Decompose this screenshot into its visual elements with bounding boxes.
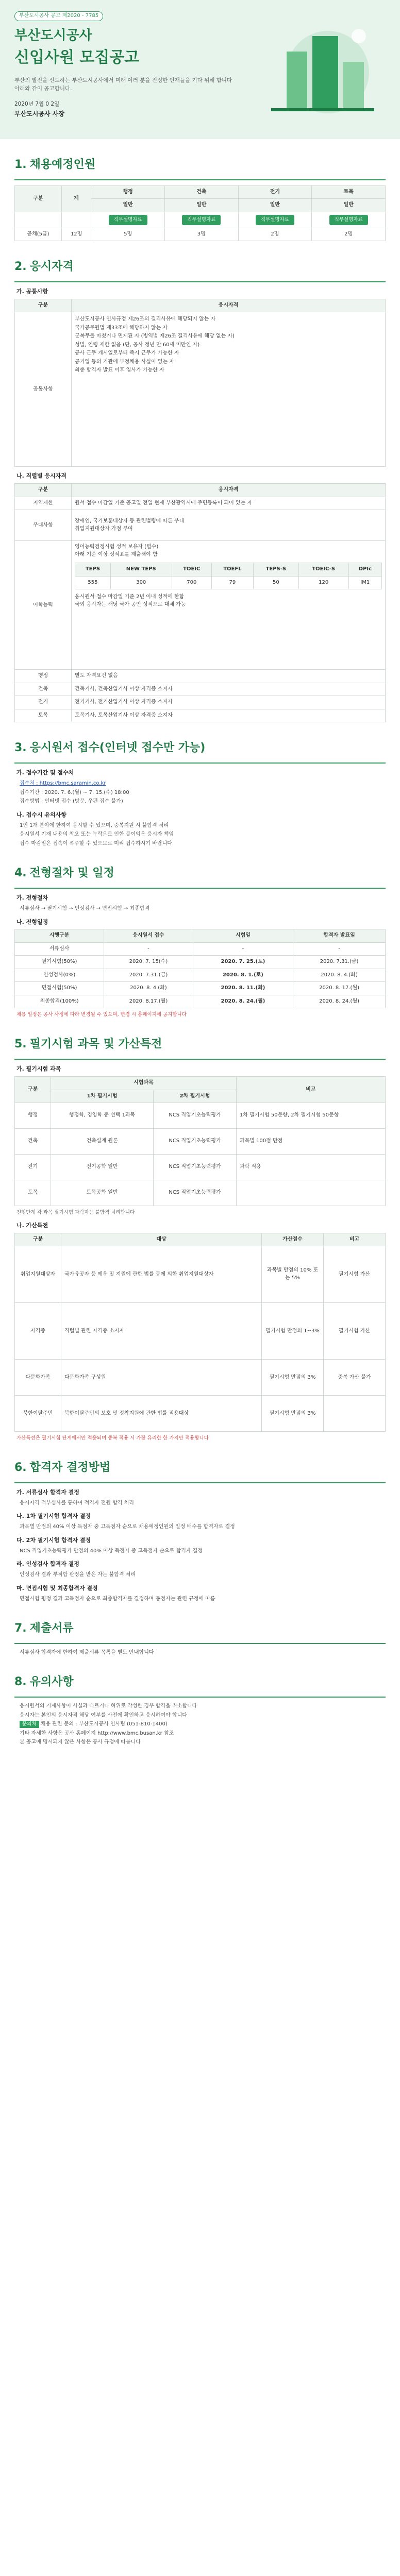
cell-value: 2명: [312, 228, 386, 241]
org-name: 부산도시공사: [14, 27, 92, 43]
list-item: 응시원서 기재 내용의 착오 또는 누락으로 인한 불이익은 응시자 책임: [20, 832, 174, 838]
th: NEW TEPS: [110, 563, 172, 577]
section-application: [0, 740, 400, 848]
section-number: 6.: [14, 1461, 27, 1475]
cell-value: 300: [110, 576, 172, 589]
header-description: 부산의 발전을 선도하는 부산도시공사에서 미래 여러 분을 진정한 인재들을 기다 위해 합니다 아래와 같이 공고합니다.: [14, 77, 232, 92]
th: 구분: [15, 299, 72, 312]
cell-value: 북한이탈주민의 보호 및 정착지원에 관한 법률 적용대상: [61, 1396, 262, 1432]
sub-title: 마. 면접시험 및 최종합격자 결정: [16, 1584, 98, 1591]
cell-value: 2020. 8. 11.(화): [193, 982, 293, 995]
row-label: 토목: [15, 1180, 51, 1206]
sub-title: 가. 필기시험 과목: [16, 1065, 61, 1073]
section-exam: [0, 1036, 400, 1442]
list-item: 아래 기준 이상 성적표를 제출해야 함: [75, 551, 158, 557]
list-item: 부산도시공사 인사규정 제26조의 결격사유에 해당되지 않는 자: [75, 316, 216, 323]
th: 응시원서 접수: [104, 929, 193, 943]
list-item: 접수방법 : 인터넷 접수 (방문, 우편 접수 불가): [20, 799, 123, 805]
list-item: 취업지원대상자 가점 부여: [75, 526, 133, 532]
th: 응시자격: [72, 299, 386, 312]
list-item: 인성검사 결과 부적합 판정을 받은 자는 불합격 처리: [20, 1572, 136, 1578]
job-qual-table: [14, 483, 386, 722]
row-label: 행정: [15, 1103, 51, 1129]
section-notes: [0, 1674, 400, 1746]
section-title: 응시원서 접수(인터넷 접수만 가능): [29, 741, 206, 755]
th: 2차 필기시험: [154, 1090, 237, 1103]
list-item: 응시자는 본인의 응시자격 해당 여부를 사전에 확인하고 응시하여야 합니다: [20, 1712, 187, 1718]
cell-value: 2020. 8. 1.(토): [193, 969, 293, 982]
list-item: 최종 합격자 발표 이후 입사가 가능한 자: [75, 367, 164, 374]
cell-value: 행정학, 경영학 중 선택 1과목: [51, 1103, 154, 1129]
list-item: 1인 1개 분야에 한하여 응시할 수 있으며, 중복지원 시 불합격 처리: [20, 822, 169, 828]
exam-note: 전형단계 각 과목 필기시험 과락자는 불합격 처리합니다: [16, 1210, 135, 1216]
job-desc-button[interactable]: 직무설명자료: [182, 215, 221, 225]
cell-value: 2020. 8. 4.(화): [104, 982, 193, 995]
list-item: 본 공고에 명시되지 않은 사항은 공사 규정에 따릅니다: [20, 1739, 141, 1745]
section-title: 유의사항: [29, 1675, 74, 1689]
cell-value: 필기시험 가산: [324, 1303, 386, 1360]
cell-value: 2명: [238, 228, 312, 241]
sub-title: 라. 인성검사 합격자 결정: [16, 1561, 79, 1568]
job-desc-button[interactable]: 직무설명자료: [329, 215, 368, 225]
th-admin: 행정: [91, 185, 165, 199]
row-label: 지역제한: [15, 497, 72, 510]
th-total: 계: [61, 185, 91, 212]
cell-value: 과락 적용: [236, 1155, 385, 1180]
th: TOEIC: [172, 563, 211, 577]
th: TEPS: [75, 563, 111, 577]
header-illustration-icon: [251, 15, 385, 124]
cell-value: 3명: [164, 228, 238, 241]
section-number: 3.: [14, 741, 27, 755]
section-number: 4.: [14, 867, 27, 880]
th: 가산점수: [262, 1233, 324, 1246]
section-number: 5.: [14, 1038, 27, 1051]
row-label: 북한이탈주민: [15, 1396, 61, 1432]
th: 합격자 발표일: [293, 929, 386, 943]
row-label: 행정: [15, 670, 72, 683]
cell-value: 국가유공자 등 예우 및 지원에 관한 법률 등에 의한 취업지원대상자: [61, 1246, 262, 1303]
cell-value: [236, 1180, 385, 1206]
list-item: 서류심사 합격자에 한하여 제출서류 목록을 별도 안내합니다: [20, 1649, 154, 1655]
row-label: 토목: [15, 709, 72, 722]
list-item: 성별, 연령 제한 없음 (단, 공사 정년 만 60세 미만인 자): [75, 342, 200, 348]
section-recruit-count: [0, 157, 400, 241]
cell-value: 전기공학 일반: [51, 1155, 154, 1180]
cell-text: 건축기사, 건축산업기사 이상 자격증 소지자: [72, 683, 386, 696]
sub-title: 다. 2차 필기시험 합격자 결정: [16, 1536, 91, 1544]
notice-badge: 부산도시공사 공고 제2020 - 7785: [14, 11, 103, 21]
score-table: [75, 563, 382, 589]
common-qual-table: [14, 299, 386, 467]
cell-value: 필기시험 만점의 1~3%: [262, 1303, 324, 1360]
section-qualification: [0, 259, 400, 722]
bonus-note: 가산특전은 필기시험 단계에서만 적용되며 중복 적용 시 가장 유리한 한 가지만 적용합니다: [16, 1435, 209, 1442]
list-item: 접수기간 : 2020. 7. 6.(월) ~ 7. 15.(수) 18:00: [20, 789, 129, 795]
row-label: 인성검사(0%): [15, 969, 104, 982]
th: TEPS-S: [253, 563, 298, 577]
cell-value: 필기시험 만점의 3%: [262, 1396, 324, 1432]
th-sub: 일반: [312, 199, 386, 212]
sub-title: 가. 공통사항: [16, 288, 48, 295]
row-label: 자격증: [15, 1303, 61, 1360]
cell-value: 2020. 8. 24.(월): [193, 995, 293, 1008]
th: TOEIC-S: [298, 563, 348, 577]
row-label: 최종합격(100%): [15, 995, 104, 1008]
th: 응시자격: [72, 484, 386, 497]
row-label: 면접시험(50%): [15, 982, 104, 995]
row-label: 전기: [15, 1155, 51, 1180]
row-label: 건축: [15, 683, 72, 696]
sub-title: 나. 직렬별 응시자격: [16, 472, 66, 480]
list-item: 면접시험 평정 결과 고득점자 순으로 최종합격자를 결정하며 동점자는 관련 규정에 따름: [20, 1596, 215, 1602]
list-item[interactable]: [20, 780, 386, 788]
row-label: 어학능력: [15, 541, 72, 670]
cell-value: 필기시험 가산: [324, 1246, 386, 1303]
cell-value: 50: [253, 576, 298, 589]
th: 구분: [15, 484, 72, 497]
section-title: 필기시험 과목 및 가산특전: [29, 1038, 162, 1051]
section-title: 합격자 결정방법: [29, 1461, 111, 1475]
section-number: 7.: [14, 1622, 27, 1635]
th-sub: 일반: [238, 199, 312, 212]
apply-link[interactable]: 접수처 : https://bmc.saramin.co.kr: [20, 781, 106, 787]
cell-value: 2020. 7.31.(금): [293, 956, 386, 969]
ceo-signature: 부산도시공사 사장: [14, 110, 64, 117]
row-label: 필기시험(50%): [15, 956, 104, 969]
sub-title: 나. 1차 필기시험 합격자 결정: [16, 1513, 91, 1520]
header-banner: [0, 0, 400, 139]
list-item: [20, 1721, 386, 1728]
th: 시험과목: [51, 1077, 237, 1090]
list-item: 응시원서 접수 마감일 기준 2년 이내 성적에 한함: [75, 594, 185, 600]
row-label: 공채(5급): [15, 228, 62, 241]
sub-title: 나. 가산특전: [16, 1222, 48, 1229]
cell-value: 2020. 7. 15(수): [104, 956, 193, 969]
cell-value: 12명: [61, 228, 91, 241]
cell-value: 79: [211, 576, 253, 589]
contact-text: 채용 관련 문의 : 부산도시공사 인사팀 (051-810-1400): [40, 1721, 168, 1727]
cell-value: 2020. 8. 17.(월): [293, 982, 386, 995]
sub-title: 나. 접수시 유의사항: [16, 811, 66, 818]
process-flow: 서류심사 → 필기시험 → 인성검사 → 면접시험 → 최종합격: [20, 906, 150, 912]
list-item: 국외 응시자는 해당 국가 공인 성적으로 대체 가능: [75, 601, 186, 607]
cell-value: -: [104, 942, 193, 956]
cell-value: 다문화가족 구성원: [61, 1360, 262, 1396]
th: 비고: [324, 1233, 386, 1246]
list-item: 응시원서의 기재사항이 사실과 다르거나 허위로 작성한 경우 합격을 취소합니다: [20, 1703, 197, 1709]
section-number: 1.: [14, 158, 27, 171]
schedule-note: 채용 일정은 공사 사정에 따라 변경될 수 있으며, 변경 시 홈페이지에 공지합니다: [16, 1012, 187, 1018]
list-item: 응시자격 적부심사를 통하여 적격자 전원 합격 처리: [20, 1500, 134, 1506]
th: TOEFL: [211, 563, 253, 577]
announce-date: 2020년 7월 0 2일: [14, 101, 60, 108]
row-label: 서류심사: [15, 942, 104, 956]
common-list: [75, 316, 382, 375]
contact-tag: 문의처: [20, 1721, 39, 1728]
cell-value: [324, 1396, 386, 1432]
section-decision: [0, 1460, 400, 1603]
list-item: 기타 자세한 사항은 공사 홈페이지 http://www.bmc.busan.kr 참조: [20, 1730, 174, 1736]
job-desc-button[interactable]: 직무설명자료: [109, 215, 147, 225]
exam-table: [14, 1076, 386, 1206]
row-label: 공통사항: [15, 312, 72, 467]
th: 대상: [61, 1233, 262, 1246]
cell-value: 2020. 7. 25.(토): [193, 956, 293, 969]
cell-value: 2020. 8.17.(월): [104, 995, 193, 1008]
section-title: 채용예정인원: [29, 158, 96, 171]
list-item: 접수 마감일은 접속이 폭주할 수 있으므로 미리 접수하시기 바랍니다: [20, 840, 172, 846]
section-title: 제출서류: [29, 1622, 74, 1635]
th: 1차 필기시험: [51, 1090, 154, 1103]
cell-value: NCS 직업기초능력평가: [154, 1180, 237, 1206]
cell-value: 과목별 만점의 10% 또는 5%: [262, 1246, 324, 1303]
th-sub: 일반: [91, 199, 165, 212]
th-arch: 건축: [164, 185, 238, 199]
section-number: 2.: [14, 260, 27, 274]
row-label: 전기: [15, 696, 72, 709]
cell-value: 2020. 7.31.(금): [104, 969, 193, 982]
cell-text: 원서 접수 마감일 기준 공고일 전일 현재 부산광역시에 주민등록이 되어 있는 자: [72, 497, 386, 510]
cell-value: NCS 직업기초능력평가: [154, 1103, 237, 1129]
cell-text: 별도 자격요건 없음: [72, 670, 386, 683]
list-item: 영어능력검정시험 성적 보유자 (필수): [75, 544, 159, 550]
bonus-table: [14, 1233, 386, 1432]
cell-value: 2020. 8. 4.(화): [293, 969, 386, 982]
list-item: 장애인, 국가보훈대상자 등 관련법령에 따른 우대: [75, 518, 185, 524]
recruit-table: [14, 185, 386, 241]
sub-title: 가. 서류심사 합격자 결정: [16, 1488, 79, 1496]
cell-value: 토목공학 일반: [51, 1180, 154, 1206]
row-label: 건축: [15, 1129, 51, 1155]
sub-title: 나. 전형일정: [16, 918, 48, 925]
cell-value: 700: [172, 576, 211, 589]
list-item: NCS 직업기초능력평가 만점의 40% 이상 득점자 중 고득점자 순으로 합격자 결정: [20, 1548, 203, 1554]
th: 시행구분: [15, 929, 104, 943]
row-label: 취업지원대상자: [15, 1246, 61, 1303]
cell-value: 건축설계 원론: [51, 1129, 154, 1155]
th-sub: 일반: [164, 199, 238, 212]
row-label: 우대사항: [15, 510, 72, 541]
section-number: 8.: [14, 1675, 27, 1689]
cell-value: -: [193, 942, 293, 956]
cell-value: 2020. 8. 24.(월): [293, 995, 386, 1008]
page-title: 신입사원 모집공고: [14, 48, 140, 67]
th-elec: 전기: [238, 185, 312, 199]
list-item: 과목별 만점의 40% 이상 득점자 중 고득점자 순으로 채용예정인원의 일정 배수를 합격자로 결정: [20, 1524, 235, 1530]
cell-value: IM1: [348, 576, 381, 589]
th: OPIc: [348, 563, 381, 577]
cell-value: NCS 직업기초능력평가: [154, 1155, 237, 1180]
job-desc-button[interactable]: 직무설명자료: [256, 215, 294, 225]
list-item: 국가공무원법 제33조에 해당하지 않는 자: [75, 325, 168, 331]
schedule-table: [14, 929, 386, 1008]
cell-value: 직렬별 관련 자격증 소지자: [61, 1303, 262, 1360]
cell-value: 필기시험 만점의 3%: [262, 1360, 324, 1396]
sub-title: 가. 접수기간 및 접수처: [16, 769, 74, 776]
cell-value: -: [293, 942, 386, 956]
section-title: 응시자격: [29, 260, 74, 274]
sub-title: 가. 전형절차: [16, 894, 48, 902]
th: 비고: [236, 1077, 385, 1103]
section-title: 전형절차 및 일정: [29, 867, 114, 880]
cell-value: 555: [75, 576, 111, 589]
th-category: 구분: [15, 185, 62, 212]
th: 구분: [15, 1233, 61, 1246]
th: 시험일: [193, 929, 293, 943]
cell-value: 5명: [91, 228, 165, 241]
list-item: 공기업 등의 기관에 부정채용 사실이 없는 자: [75, 359, 174, 365]
cell-value: 1차 필기시험 50문항, 2차 필기시험 50문항: [236, 1103, 385, 1129]
th-civil: 토목: [312, 185, 386, 199]
section-schedule: [0, 865, 400, 1019]
list-item: 공사 근무 개시일로부터 즉시 근무가 가능한 자: [75, 350, 179, 357]
th: 구분: [15, 1077, 51, 1103]
section-documents: [0, 1620, 400, 1656]
cell-value: 과목별 100점 만점: [236, 1129, 385, 1155]
cell-value: NCS 직업기초능력평가: [154, 1129, 237, 1155]
list-item: 군복무를 마쳤거나 면제된 자 (병역법 제26조 결격사유에 해당 없는 자): [75, 333, 235, 340]
cell-value: 중복 가산 불가: [324, 1360, 386, 1396]
cell-value: 120: [298, 576, 348, 589]
row-label: 다문화가족: [15, 1360, 61, 1396]
cell-text: 토목기사, 토목산업기사 이상 자격증 소지자: [72, 709, 386, 722]
cell-text: 전기기사, 전기산업기사 이상 자격증 소지자: [72, 696, 386, 709]
